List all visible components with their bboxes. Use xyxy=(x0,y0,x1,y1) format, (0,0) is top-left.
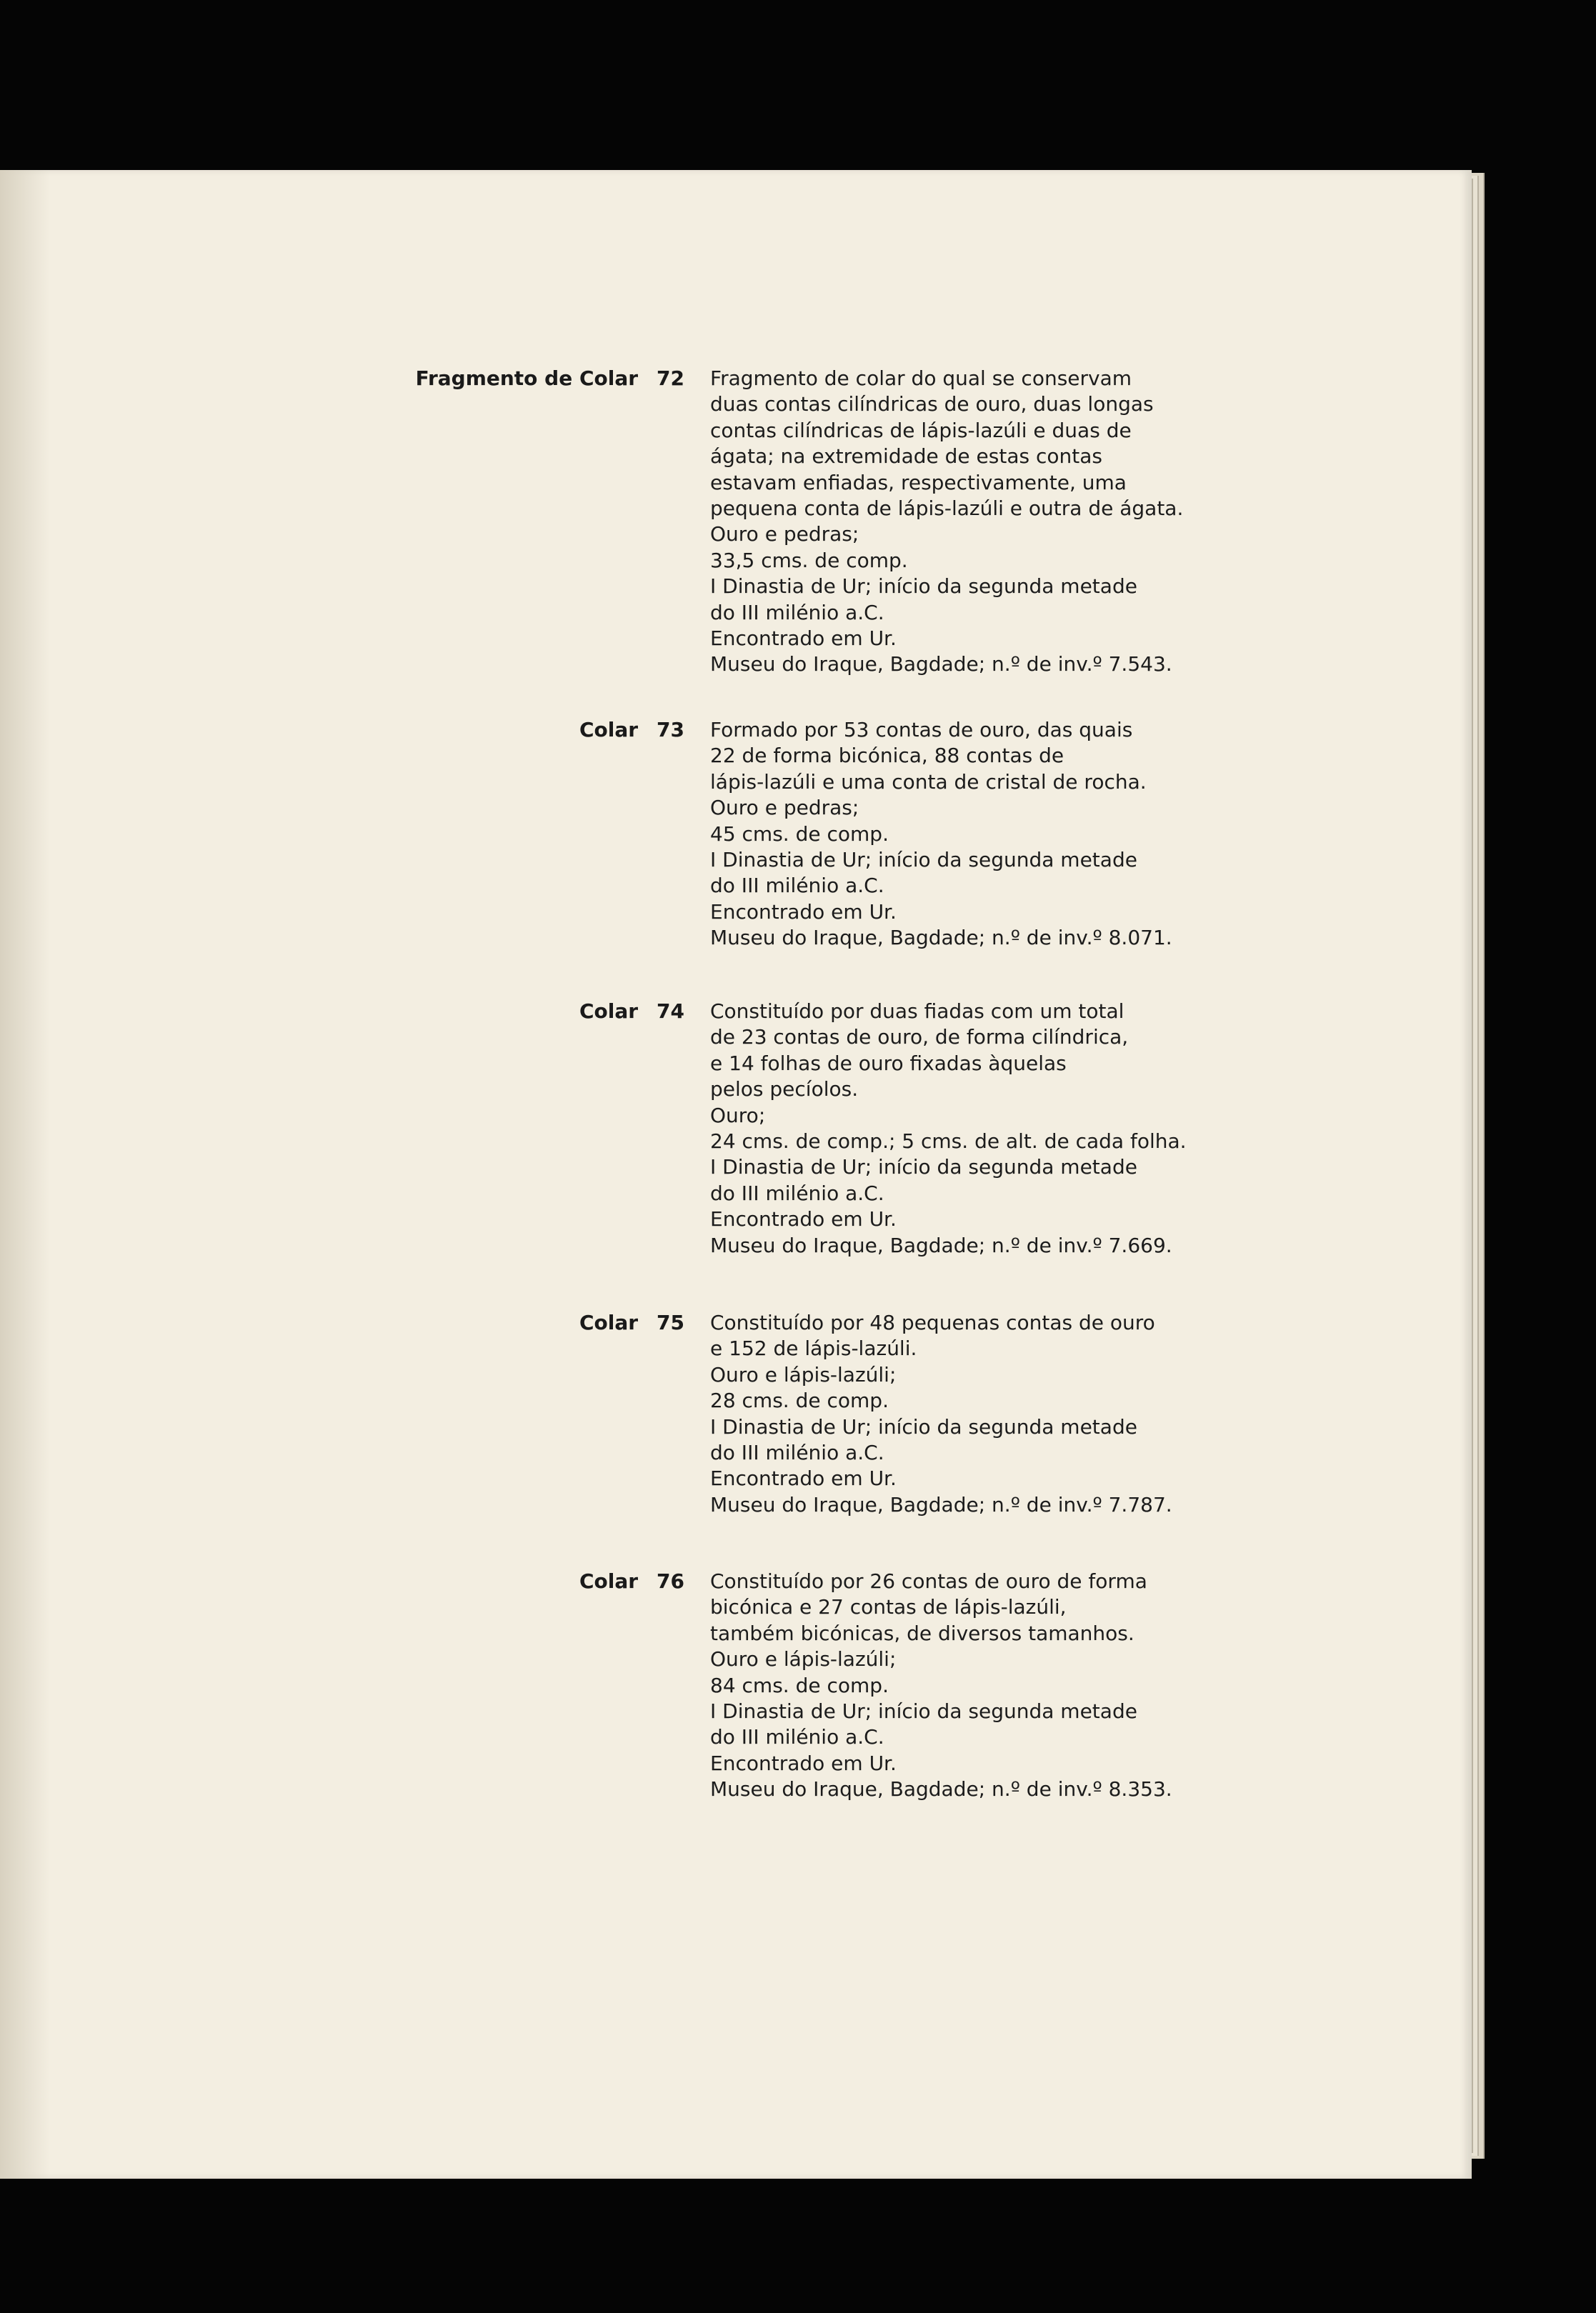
description-line: 28 cms. de comp. xyxy=(710,1389,889,1413)
description-line: Ouro e pedras; xyxy=(710,796,859,820)
description-line: e 14 folhas de ouro fixadas àquelas xyxy=(710,1051,1067,1075)
description-line: estavam enfiadas, respectivamente, uma xyxy=(710,470,1127,494)
description-line: Encontrado em Ur. xyxy=(710,1467,897,1491)
description-line: duas contas cilíndricas de ouro, duas longas xyxy=(710,392,1154,416)
description-line: Ouro e pedras; xyxy=(710,522,859,546)
book-page xyxy=(0,170,1472,2179)
description-line: I Dinastia de Ur; início da segunda metade xyxy=(710,574,1137,599)
description-line: Encontrado em Ur. xyxy=(710,899,897,924)
description-line: 22 de forma bicónica, 88 contas de xyxy=(710,744,1064,768)
description-line: pequena conta de lápis-lazúli e outra de ágata. xyxy=(710,496,1184,521)
entry-description xyxy=(710,366,1253,678)
description-line: I Dinastia de Ur; início da segunda metade xyxy=(710,1414,1137,1439)
entry-heading xyxy=(579,1569,684,1594)
entry-heading xyxy=(416,366,684,391)
entry-heading xyxy=(579,717,684,743)
description-line: 84 cms. de comp. xyxy=(710,1673,889,1697)
description-line: 33,5 cms. de comp. xyxy=(710,548,908,572)
description-line: Museu do Iraque, Bagdade; n.º de inv.º 7.669. xyxy=(710,1233,1172,1257)
description-line: I Dinastia de Ur; início da segunda metade xyxy=(710,1699,1137,1724)
description-line: I Dinastia de Ur; início da segunda metade xyxy=(710,848,1137,872)
description-line: 24 cms. de comp.; 5 cms. de alt. de cada folha. xyxy=(710,1129,1187,1154)
description-line: I Dinastia de Ur; início da segunda metade xyxy=(710,1155,1137,1179)
entry-title: Colar xyxy=(579,1569,639,1593)
entry-number: 72 xyxy=(657,366,684,390)
description-line: Fragmento de colar do qual se conservam xyxy=(710,366,1132,390)
entry-description xyxy=(710,717,1253,951)
description-line: do III milénio a.C. xyxy=(710,1441,884,1465)
entry-heading xyxy=(579,1310,684,1336)
description-line: Ouro e lápis-lazúli; xyxy=(710,1362,897,1387)
description-line: Museu do Iraque, Bagdade; n.º de inv.º 7.787. xyxy=(710,1492,1172,1517)
entry-title: Colar xyxy=(579,718,639,741)
description-line: Formado por 53 contas de ouro, das quais xyxy=(710,718,1133,741)
description-line: contas cilíndricas de lápis-lazúli e duas de xyxy=(710,418,1132,442)
description-line: bicónica e 27 contas de lápis-lazúli, xyxy=(710,1595,1067,1619)
gutter-shadow xyxy=(0,170,50,2179)
entry-description xyxy=(710,1310,1253,1518)
entry-title: Colar xyxy=(579,1311,639,1334)
entry-number: 73 xyxy=(657,718,684,741)
description-line: Museu do Iraque, Bagdade; n.º de inv.º 8.071. xyxy=(710,926,1172,950)
description-line: Ouro e lápis-lazúli; xyxy=(710,1647,897,1672)
entry-heading xyxy=(579,999,684,1024)
description-line: de 23 contas de ouro, de forma cilíndrica, xyxy=(710,1025,1129,1049)
description-line: do III milénio a.C. xyxy=(710,1181,884,1205)
description-line: Ouro; xyxy=(710,1103,766,1127)
description-line: do III milénio a.C. xyxy=(710,874,884,898)
description-line: ágata; na extremidade de estas contas xyxy=(710,444,1102,469)
description-line: pelos pecíolos. xyxy=(710,1077,859,1101)
entry-description xyxy=(710,1569,1253,1803)
description-line: Constituído por 26 contas de ouro de forma xyxy=(710,1569,1147,1593)
entry-number: 76 xyxy=(657,1569,684,1593)
entry-description xyxy=(710,999,1253,1259)
description-line: Constituído por 48 pequenas contas de ouro xyxy=(710,1311,1155,1334)
description-line: do III milénio a.C. xyxy=(710,1725,884,1749)
entry-title: Colar xyxy=(579,999,639,1023)
description-line: também bicónicas, de diversos tamanhos. xyxy=(710,1621,1134,1645)
description-line: lápis-lazúli e uma conta de cristal de rocha. xyxy=(710,769,1147,794)
entry-title: Fragmento de Colar xyxy=(415,366,639,390)
description-line: e 152 de lápis-lazúli. xyxy=(710,1337,917,1361)
description-line: 45 cms. de comp. xyxy=(710,821,889,846)
description-line: Encontrado em Ur. xyxy=(710,1207,897,1232)
description-line: do III milénio a.C. xyxy=(710,600,884,624)
description-line: Encontrado em Ur. xyxy=(710,1751,897,1775)
description-line: Museu do Iraque, Bagdade; n.º de inv.º 8.353. xyxy=(710,1777,1172,1802)
description-line: Encontrado em Ur. xyxy=(710,626,897,651)
description-line: Museu do Iraque, Bagdade; n.º de inv.º 7.543. xyxy=(710,652,1172,676)
description-line: Constituído por duas fiadas com um total xyxy=(710,999,1124,1023)
entry-number: 74 xyxy=(657,999,684,1023)
entry-number: 75 xyxy=(657,1311,684,1334)
